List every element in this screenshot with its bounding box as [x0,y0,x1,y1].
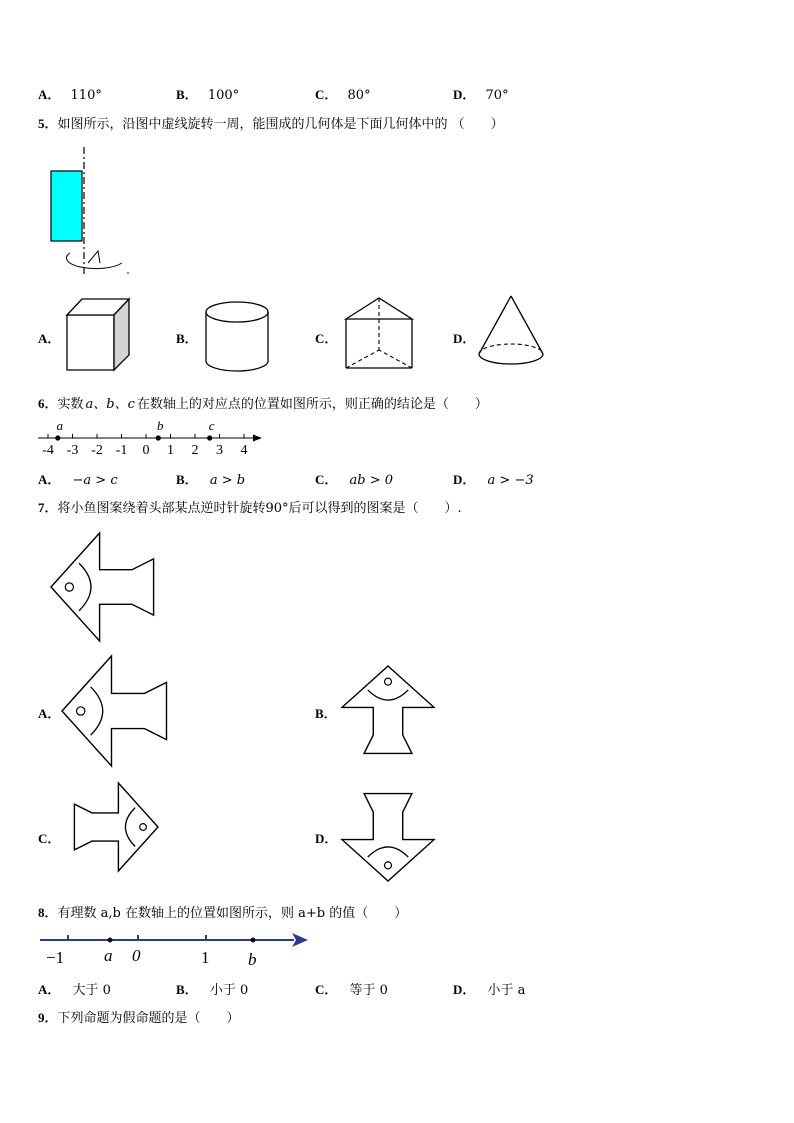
q6-tick-label: -4 [42,443,54,458]
q6-number-line [36,418,266,458]
q5-option-c-prism[interactable] [340,292,420,377]
q7-option-d-label[interactable]: D． [315,831,338,846]
q6-option-c[interactable]: C． ab > 0 [315,472,394,488]
q8-label-zero: 0 [132,946,141,965]
q6-point-a [55,435,60,440]
q7-option-d-fish[interactable] [340,785,440,885]
q7-option-b-label[interactable]: B． [315,706,337,721]
q5-option-a-cube[interactable] [60,293,135,378]
q6-point-label-a: a [56,418,64,433]
q6-point-c [207,435,212,440]
q8-label-one: 1 [201,948,210,967]
q8-label-a: a [104,946,113,965]
q6-point-label-b: b [157,418,164,433]
q6-tick-label: -3 [66,443,79,458]
q4-option-c[interactable]: C． 80° [315,87,371,103]
q8-option-d[interactable]: D． 小于 a [453,982,526,998]
q6-point-b [156,435,161,440]
q6-stem: 6．实数 a、b、c 在数轴上的对应点的位置如图所示，则正确的结论是（ ） [38,396,488,412]
q7-option-a-fish[interactable] [60,652,185,770]
q6-tick-label: 1 [167,443,174,458]
q7-stem: 7．将小鱼图案绕着头部某点逆时针旋转90°后可以得到的图案是（ ）. [38,500,462,516]
q6-tick-label: 4 [240,443,248,458]
q5-option-c-label[interactable]: C． [315,331,338,346]
q8-stem: 8．有理数 a,b 在数轴上的位置如图所示，则 a+b 的值（ ） [38,905,408,921]
q5-option-d-cone[interactable] [474,292,549,372]
q6-tick-label: 0 [142,443,150,458]
q5-option-a-label[interactable]: A． [38,331,61,346]
q6-option-a[interactable]: A． −a > c [38,472,118,488]
q6-tick-label: 3 [216,443,223,458]
q6-tick-label: -2 [91,443,103,458]
q7-option-c-fish[interactable] [62,785,167,870]
q5-option-b-label[interactable]: B． [176,331,198,346]
q4-option-b[interactable]: B． 100° [176,87,240,103]
q6-option-d[interactable]: D． a > −3 [453,472,534,488]
q4-option-d[interactable]: D． 70° [453,87,509,103]
q5-rectangle [51,171,82,241]
q8-option-a[interactable]: A． 大于 0 [38,982,111,998]
q6-tick-label: -1 [115,443,128,458]
q6-tick-label: 2 [191,443,199,458]
q6-option-b[interactable]: B． a > b [176,472,246,488]
q5-rotation-figure [40,145,140,280]
q4-option-a[interactable]: A． 110° [38,87,102,103]
q7-option-b-fish[interactable] [340,660,440,760]
q8-label-minus-one: −1 [46,948,65,967]
q7-option-c-label[interactable]: C． [38,831,61,846]
q8-option-b[interactable]: B． 小于 0 [176,982,249,998]
q9-stem: 9．下列命题为假命题的是（ ） [38,1010,240,1026]
q5-option-d-label[interactable]: D． [453,331,476,346]
q8-option-c[interactable]: C． 等于 0 [315,982,388,998]
q7-option-a-label[interactable]: A． [38,706,61,721]
q8-number-line [38,928,313,970]
q7-original-fish [40,527,170,647]
q5-arrow-head [88,251,100,263]
q6-point-label-c: c [208,418,215,433]
q8-label-b: b [248,950,257,969]
q5-stem: 5．如图所示，沿图中虚线旋转一周，能围成的几何体是下面几何体中的 （ ） [38,116,504,132]
q5-option-b-cylinder[interactable] [200,296,275,376]
